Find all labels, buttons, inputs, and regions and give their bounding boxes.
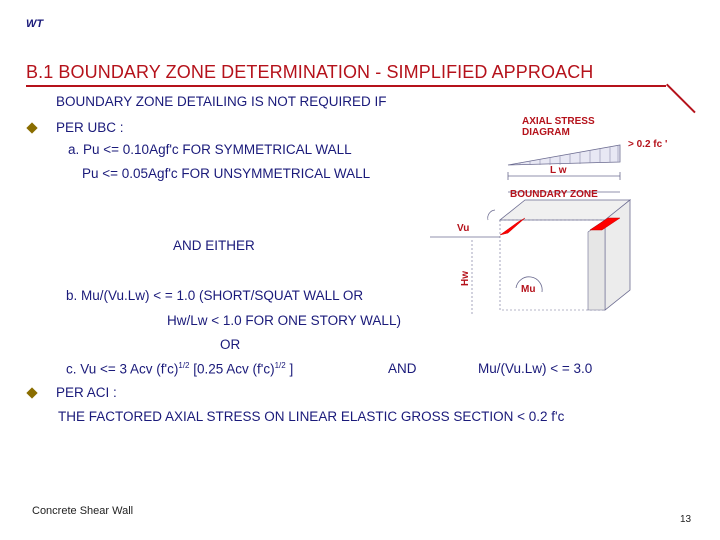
bullet-icon <box>26 387 37 398</box>
title-underline <box>26 85 666 87</box>
slide-title: B.1 BOUNDARY ZONE DETERMINATION - SIMPLIFIED APPROACH <box>26 62 594 82</box>
axial-label-2: DIAGRAM <box>522 127 570 138</box>
boundary-zone-left <box>500 218 525 235</box>
axial-label-1: AXIAL STRESS <box>522 116 595 127</box>
mu-label: Mu <box>521 284 536 295</box>
line-c <box>66 361 293 377</box>
page-number: 13 <box>680 514 692 525</box>
boundary-zone-diagram <box>430 110 690 325</box>
ubc-heading: PER UBC : <box>56 120 124 135</box>
intro-text: BOUNDARY ZONE DETAILING IS NOT REQUIRED IF <box>56 94 387 109</box>
wall-right-zone <box>588 220 605 310</box>
line-b2: Hw/Lw < 1.0 FOR ONE STORY WALL) <box>167 313 401 328</box>
stress-limit-label: > 0.2 fc ' <box>628 139 668 150</box>
line-b: b. Mu/(Vu.Lw) < = 1.0 (SHORT/SQUAT WALL OR <box>66 288 364 303</box>
line-c-sup2: 1/2 <box>274 361 286 370</box>
hw-label: Hw <box>460 271 471 286</box>
line-a2: Pu <= 0.05Agf'c FOR UNSYMMETRICAL WALL <box>82 166 371 181</box>
title-underline-corner <box>666 84 696 114</box>
line-c-mid: [0.25 Acv (f'c) <box>189 361 275 377</box>
line-a: a. Pu <= 0.10Agf'c FOR SYMMETRICAL WALL <box>68 142 352 157</box>
boundary-zone-label: BOUNDARY ZONE <box>510 189 598 200</box>
footer-left: Concrete Shear Wall <box>32 505 134 517</box>
aci-line: THE FACTORED AXIAL STRESS ON LINEAR ELASTIC GROSS SECTION < 0.2 f'c <box>58 409 565 424</box>
wall-side <box>605 200 630 310</box>
line-c-prefix: c. Vu <= 3 Acv (f'c) <box>66 361 179 377</box>
lw-label: L w <box>550 165 567 176</box>
bullet-icon <box>26 122 37 133</box>
and-text: AND <box>388 361 417 376</box>
axial-stress-diagram <box>508 145 620 165</box>
aci-heading: PER ACI : <box>56 385 117 400</box>
vu-label: Vu <box>457 223 470 234</box>
line-c-sup1: 1/2 <box>178 361 190 370</box>
and-either: AND EITHER <box>173 238 255 253</box>
line-c-right: Mu/(Vu.Lw) < = 3.0 <box>478 361 593 376</box>
header-tag: WT <box>26 18 44 30</box>
line-c-end: ] <box>285 361 294 377</box>
or-text: OR <box>220 337 241 352</box>
